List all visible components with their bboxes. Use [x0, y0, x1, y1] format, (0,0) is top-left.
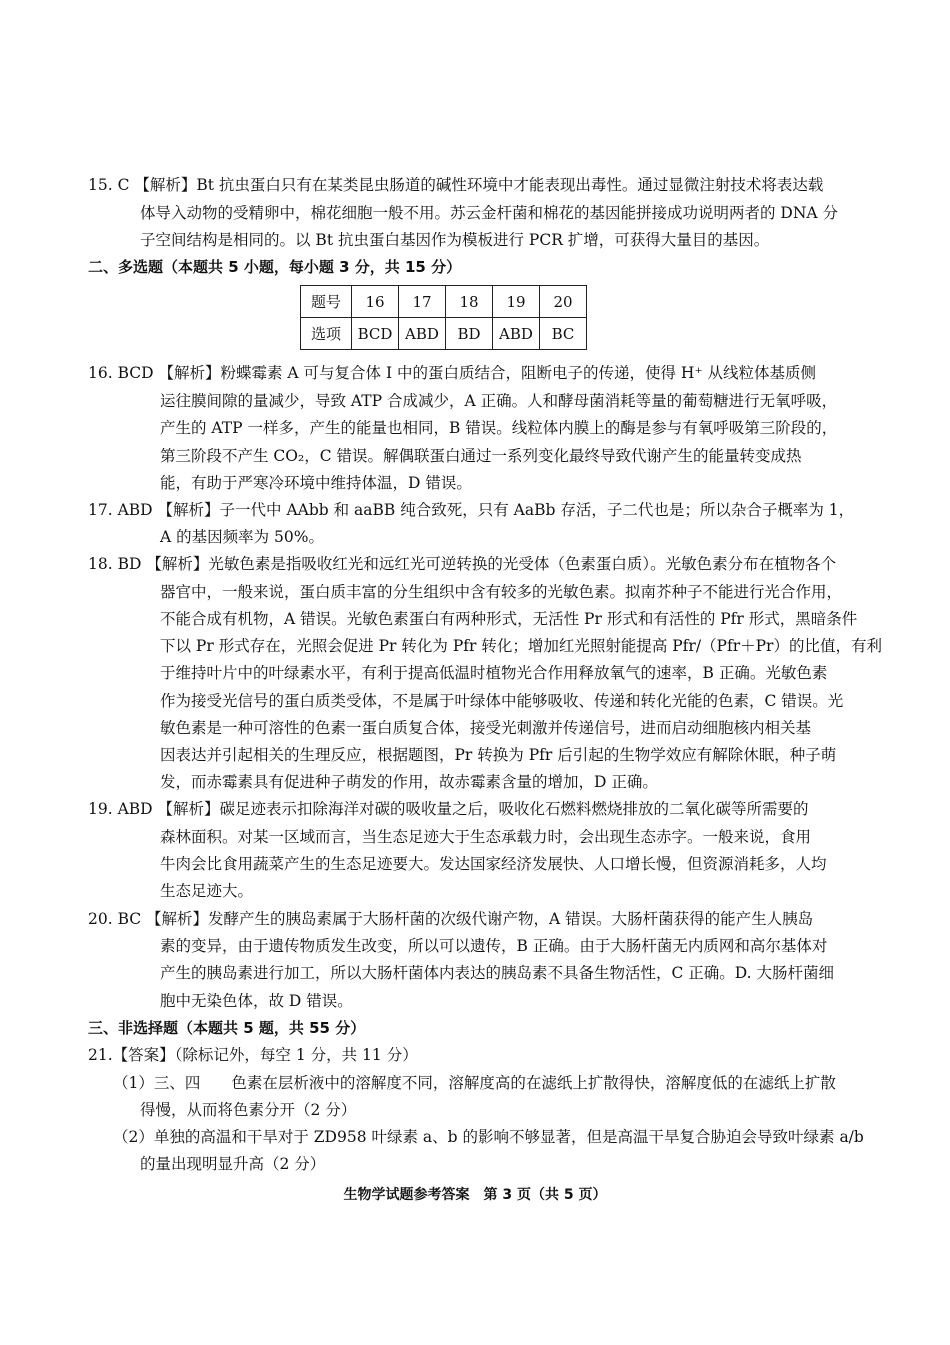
q21-line-5: 的量出现明显升高（2 分）	[140, 1155, 326, 1173]
q20-line-2: 素的变异，由于遗传物质发生改变，所以可以遗传，B 正确。由于大肠杆菌无内质网和高尔基体对	[160, 937, 828, 955]
q16-line-2: 运往膜间隙的量减少，导致 ATP 合成减少，A 正确。人和酵母菌消耗等量的葡萄糖进行无氧呼吸，	[160, 392, 838, 410]
table-row-numbers	[301, 286, 587, 318]
q16-line-5: 能，有助于严寒冷环境中维持体温，D 错误。	[160, 474, 472, 492]
table-cell: 16	[352, 286, 399, 318]
q17-line-2: A 的基因频率为 50%。	[160, 528, 324, 546]
q18-line-9: 发，而赤霉素具有促进种子萌发的作用，故赤霉素含量的增加，D 正确。	[160, 773, 658, 791]
q18-line-6: 作为接受光信号的蛋白质类受体，不是属于叶绿体中能够吸收、传递和转化光能的色素，C 错误。光	[160, 692, 844, 710]
q15-line-3: 子空间结构是相同的。以 Bt 抗虫蛋白基因作为模板进行 PCR 扩增，可获得大量目的基因。	[140, 231, 770, 249]
q19-line-1: 19. ABD 【解析】碳足迹表示扣除海洋对碳的吸收量之后，吸收化石燃料燃烧排放的二氧化碳等所需要的	[88, 800, 809, 818]
q20-line-1: 20. BC 【解析】发酵产生的胰岛素属于大肠杆菌的次级代谢产物，A 错误。大肠杆菌获得的能产生人胰岛	[88, 910, 814, 928]
q21-line-4: （2）单独的高温和干旱对于 ZD958 叶绿素 a、b 的影响不够显著，但是高温干旱复合胁迫会导致叶绿素 a/b	[113, 1128, 864, 1146]
page-footer: 生物学试题参考答案 第 3 页（共 5 页）	[343, 1187, 607, 1203]
q19-line-4: 生态足迹大。	[160, 882, 254, 900]
q18-line-5: 于维持叶片中的叶绿素水平，有利于提高低温时植物光合作用释放氧气的速率，B 正确。光敏色素	[160, 664, 828, 682]
answer-table	[300, 285, 587, 350]
table-cell: 18	[446, 286, 493, 318]
q20-line-4: 胞中无染色体，故 D 错误。	[160, 992, 353, 1010]
table-cell: BCD	[352, 318, 399, 350]
q18-line-2: 器官中，一般来说，蛋白质丰富的分生组织中含有较多的光敏色素。拟南芥种子不能进行光合作用，	[160, 583, 843, 601]
q16-line-4: 第三阶段不产生 CO₂，C 错误。解偶联蛋白通过一系列变化最终导致代谢产生的能量转变成热	[160, 447, 802, 465]
q17-line-1: 17. ABD 【解析】子一代中 AAbb 和 aaBB 纯合致死，只有 AaBb 存活，子二代也是；所以杂合子概率为 1，	[88, 501, 855, 519]
q20-line-3: 产生的胰岛素进行加工，所以大肠杆菌体内表达的胰岛素不具备生物活性，C 正确。D. 大肠杆菌细	[160, 964, 835, 982]
section-3-heading: 三、非选择题（本题共 5 题，共 55 分）	[88, 1019, 366, 1037]
q21-line-3: 得慢，从而将色素分开（2 分）	[140, 1101, 357, 1119]
table-row-label: 选项	[301, 318, 352, 350]
q16-line-1: 16. BCD 【解析】粉蝶霉素 A 可与复合体 I 中的蛋白质结合，阻断电子的传递，使得 H⁺ 从线粒体基质侧	[88, 364, 817, 382]
q18-line-8: 因表达并引起相关的生理反应，根据题图，Pr 转换为 Pfr 后引起的生物学效应有解除休眠，种子萌	[160, 746, 837, 764]
table-row-label: 题号	[301, 286, 352, 318]
q15-line-1: 15. C 【解析】Bt 抗虫蛋白只有在某类昆虫肠道的碱性环境中才能表现出毒性。通过显微注射技术将表达载	[88, 176, 824, 194]
q15-line-2: 体导入动物的受精卵中，棉花细胞一般不用。苏云金杆菌和棉花的基因能拼接成功说明两者的 DNA 分	[140, 204, 839, 222]
q21-line-1: 21.【答案】（除标记外，每空 1 分，共 11 分）	[88, 1046, 418, 1064]
table-cell: 17	[399, 286, 446, 318]
q18-line-4: 下以 Pr 形式存在，光照会促进 Pr 转化为 Pfr 转化；增加红光照射能提高 Pfr/（Pfr＋Pr）的比值，有利	[160, 637, 882, 655]
table-cell: 19	[493, 286, 540, 318]
q21-line-2: （1）三、四 色素在层析液中的溶解度不同，溶解度高的在滤纸上扩散得快，溶解度低的在滤纸上扩散	[113, 1074, 836, 1092]
q19-line-2: 森林面积。对某一区域而言，当生态足迹大于生态承载力时，会出现生态赤字。一般来说，食用	[160, 828, 812, 846]
q16-line-3: 产生的 ATP 一样多，产生的能量也相同，B 错误。线粒体内膜上的酶是参与有氧呼吸第三阶段的，	[160, 419, 838, 437]
q19-line-3: 牛肉会比食用蔬菜产生的生态足迹要大。发达国家经济发展快、人口增长慢，但资源消耗多，人均	[160, 855, 827, 873]
table-cell: ABD	[399, 318, 446, 350]
q18-line-1: 18. BD 【解析】光敏色素是指吸收红光和远红光可逆转换的光受体（色素蛋白质）。光敏色素分布在植物各个	[88, 555, 837, 573]
section-2-heading: 二、多选题（本题共 5 小题，每小题 3 分，共 15 分）	[88, 258, 462, 276]
q18-line-3: 不能合成有机物，A 错误。光敏色素蛋白有两种形式，无活性 Pr 形式和有活性的 Pfr 形式，黑暗条件	[160, 610, 858, 628]
table-cell: BC	[540, 318, 587, 350]
q18-line-7: 敏色素是一种可溶性的色素一蛋白质复合体，接受光刺激并传递信号，进而启动细胞核内相关基	[160, 719, 812, 737]
table-cell: 20	[540, 286, 587, 318]
table-cell: BD	[446, 318, 493, 350]
table-cell: ABD	[493, 318, 540, 350]
table-row-answers	[301, 318, 587, 350]
